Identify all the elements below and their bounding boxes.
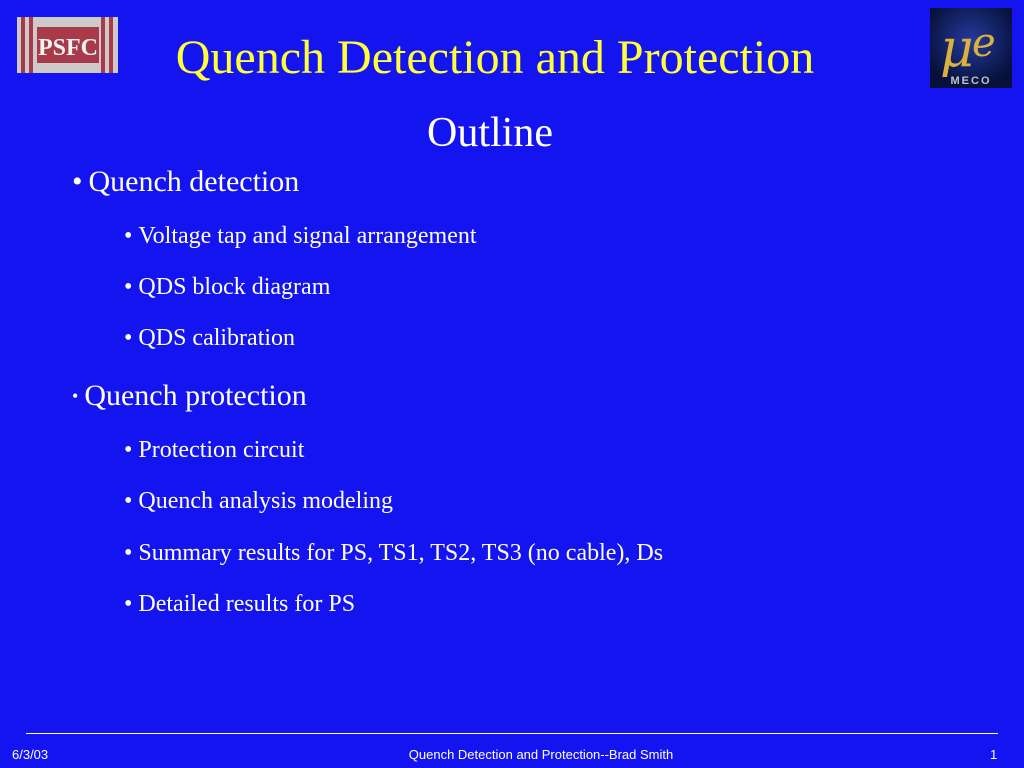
bullet-protection-circuit: • Protection circuit (124, 437, 305, 463)
footer-divider (26, 733, 998, 734)
footer-page-number: 1 (990, 747, 998, 762)
meco-logo-text: MECO (950, 75, 992, 87)
bullet-quench-protection: • Quench protection (72, 379, 307, 412)
slide-title: Quench Detection and Protection (175, 31, 815, 84)
bullet-qds-block-diagram: • QDS block diagram (124, 274, 331, 300)
outline-heading: Outline (427, 110, 553, 156)
svg-text:μ: μ (940, 19, 974, 79)
bullet-quench-detection: • Quench detection (72, 165, 300, 198)
bullet-qds-calibration: • QDS calibration (124, 325, 296, 351)
bullet-detailed-results: • Detailed results for PS (124, 591, 356, 617)
svg-text:e: e (972, 20, 996, 66)
bullet-summary-results: • Summary results for PS, TS1, TS2, TS3 (no cable), Ds (124, 540, 664, 566)
footer-presenter: Quench Detection and Protection--Brad Smith (408, 747, 674, 762)
bullet-quench-analysis-modeling: • Quench analysis modeling (124, 488, 394, 514)
footer-date: 6/3/03 (12, 747, 49, 762)
bullet-voltage-tap: • Voltage tap and signal arrangement (124, 223, 477, 249)
psfc-logo-text: PSFC (38, 35, 98, 61)
